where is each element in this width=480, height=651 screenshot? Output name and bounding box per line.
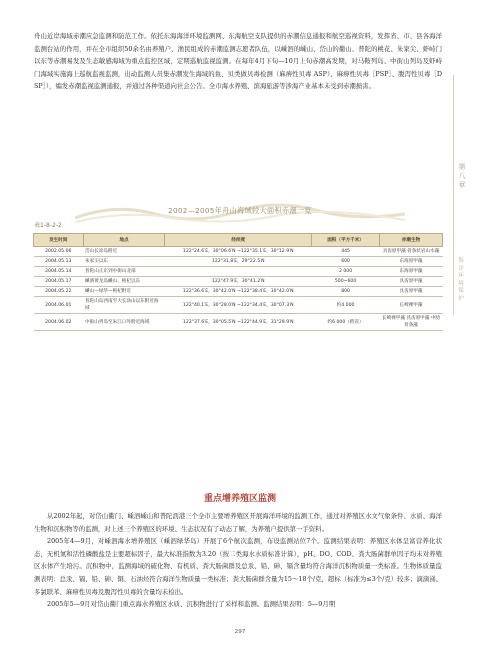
cell-coordinates: 122°37.6′E，30°05.5′N ~122°44.9′E，31°29.9′N bbox=[165, 314, 312, 331]
cell-date: 2004.05.22 bbox=[34, 287, 84, 297]
header-organism: 赤潮生物 bbox=[379, 234, 442, 247]
page-number: 297 bbox=[234, 629, 246, 635]
cell-date: 2004.05.14 bbox=[34, 267, 84, 277]
cell-coordinates: 122°40.1′E，30°28.0′N ~122°34.4′E，30°07.3′N bbox=[165, 297, 312, 314]
cell-location: 普陀山正东到中街山北部 bbox=[83, 267, 165, 277]
table-title: 2002—2005年舟山海域较大面积赤潮一览 bbox=[168, 206, 312, 215]
cell-area: 500~600 bbox=[312, 277, 380, 287]
table-number: 表1-8-2-2 bbox=[34, 222, 62, 229]
cell-date: 2002.05.06 bbox=[34, 247, 84, 257]
cell-area: 2 000 bbox=[312, 267, 380, 277]
cell-date: 2004.06.01 bbox=[34, 297, 84, 314]
cell-area: 600 bbox=[312, 257, 380, 267]
header-coordinates: 经纬度 bbox=[165, 234, 312, 247]
table-header-row bbox=[34, 234, 443, 247]
table-row bbox=[34, 257, 443, 267]
intro-paragraph: 舟山近岸海域赤潮应急监测和防范工作。依托东海海洋环境监测网、东海航空支队提供的赤潮信息通报和航空巡视资料，发挥省、市、县各海洋监测台站的作用，并在全市组织50余名由养殖户、渔民组成的赤潮监测志愿者队伍，以嵊泗的嵊山、岱山的衢山、普陀的桃花、朱家尖、虾峙门以东等赤潮易发及生态敏感海域为重点监控区域，定期巡航监视监测。在每年4月下旬—10月上旬赤潮高发期，对马鞍列岛、中街山列岛及虾峙门海域实施海上巡航监视监测，出动监测人员集赤潮发生海域的鱼、贝类做贝毒检测（麻痹性贝毒 ASP）、麻痹性贝毒［PSP］、腹泻性贝毒［DSP］），编发赤潮监视监测通报，并通过各种渠道向社会公告。全市海水养殖、滨海旅游等涉海产业基本未受到赤潮损害。 bbox=[34, 32, 442, 91]
cell-organism: 东海原甲藻 bbox=[379, 267, 442, 277]
cell-location: 嵊泗黄龙岛嵊山、枸杞以东 bbox=[83, 277, 165, 287]
side-divider bbox=[453, 75, 454, 315]
body-paragraph: 2005年4—9月，对嵊泗海水增养殖区（嵊泗绿华岛）开展了6个航次监测，布设监测站位7个。监测结果表明：养殖区水体呈富营养化状态，无机氮和活性磷酸盐是主要超标因子，最大标准指数为3.20（按二类海水水质标准计算），pH、DO、COD、粪大肠菌群单因子均未对养殖区水体产生培污。沉积物中，监测海域的硫化物、有机质、粪大肠菌群及总汞、铅、砷、镉含量均符合海洋沉积物质量一类标准。生物体质量监测表明：总汞、镉、铅、砷、铜、石油烃符合海洋生物质量一类标准；粪大肠菌群含量为15～18个/克，超标（标准为≤3个/克）较多；滴滴涕、多氯联苯、麻痹性贝毒及腹泻性贝毒的含量均未检出。 bbox=[34, 537, 442, 596]
section-heading: 重点增养殖区监测 bbox=[203, 494, 276, 504]
cell-coordinates bbox=[165, 267, 312, 277]
cell-location: 普陀山岛西南至大长涂山以东附近海域 bbox=[83, 297, 165, 314]
cell-organism: 具齿原甲藻 骨条状岩山水藻 bbox=[379, 247, 442, 257]
cell-organism: 东海原甲藻 bbox=[379, 257, 442, 267]
cell-coordinates: 122°31.8′E，29°22.5′N bbox=[165, 257, 312, 267]
cell-organism: 具齿原甲藻 bbox=[379, 277, 442, 287]
cell-coordinates: 122°36.6′E，30°42.0′N ~122°38.4′E，30°42.0′N bbox=[165, 287, 312, 297]
cell-organism: 长崎裸甲藻 具齿原甲藻 中肋骨条藻 bbox=[379, 314, 442, 331]
cell-coordinates: 122°47.9′E，30°41.2′N bbox=[165, 277, 312, 287]
table-row bbox=[34, 287, 443, 297]
cell-area: 800 bbox=[312, 287, 380, 297]
cell-area: 445 bbox=[312, 247, 380, 257]
cell-date: 2004.05.17 bbox=[34, 277, 84, 287]
cell-location: 朱家尖以东 bbox=[83, 257, 165, 267]
cell-location: 中街山列岛至朱江口外附近海域 bbox=[83, 314, 165, 331]
body-text bbox=[34, 510, 442, 611]
chapter-title: 海洋环境保护 bbox=[458, 258, 464, 302]
table-row bbox=[34, 267, 443, 277]
cell-area: 约4 000 bbox=[312, 297, 380, 314]
header-date: 发生时间 bbox=[34, 234, 84, 247]
cell-date: 2004.06.02 bbox=[34, 314, 84, 331]
body-paragraph: 从2002年起，对岱山衢门、嵊泗嵊山和普陀沥港三个全市主要增养殖区开展海洋环境的监测工作，通过对养殖区水文气象条件、水质、海洋生物和沉积物等的监测，对上述三个养殖区的环境、生态状况有了动态了解，为养殖户提供第一手资料。 bbox=[34, 512, 442, 533]
red-tide-table bbox=[33, 233, 443, 331]
table-row bbox=[34, 277, 443, 287]
body-paragraph: 2005年5—9月对岱山衢门重点海水养殖区水质、沉积物进行了采样和监测。监测结果表明：5—9月期 bbox=[47, 600, 336, 609]
cell-coordinates: 122°24.6′E，30°06.6′N ~122°35.1′E，30°12.9′N bbox=[165, 247, 312, 257]
table-row bbox=[34, 314, 443, 331]
cell-organism: 具齿原甲藻 bbox=[379, 287, 442, 297]
chapter-label: 第八章 bbox=[458, 163, 466, 189]
table-row bbox=[34, 247, 443, 257]
cell-location: 岱山长涂岛附近 bbox=[83, 247, 165, 257]
cell-location: 嵊山—绿华—枸杞附近 bbox=[83, 287, 165, 297]
cell-area: 约6 000（跨省） bbox=[312, 314, 380, 331]
cell-organism: 长崎裸甲藻 bbox=[379, 297, 442, 314]
cell-date: 2004.05.13 bbox=[34, 257, 84, 267]
header-area: 面积（平方千米） bbox=[312, 234, 380, 247]
header-location: 地点 bbox=[83, 234, 165, 247]
table-row bbox=[34, 297, 443, 314]
